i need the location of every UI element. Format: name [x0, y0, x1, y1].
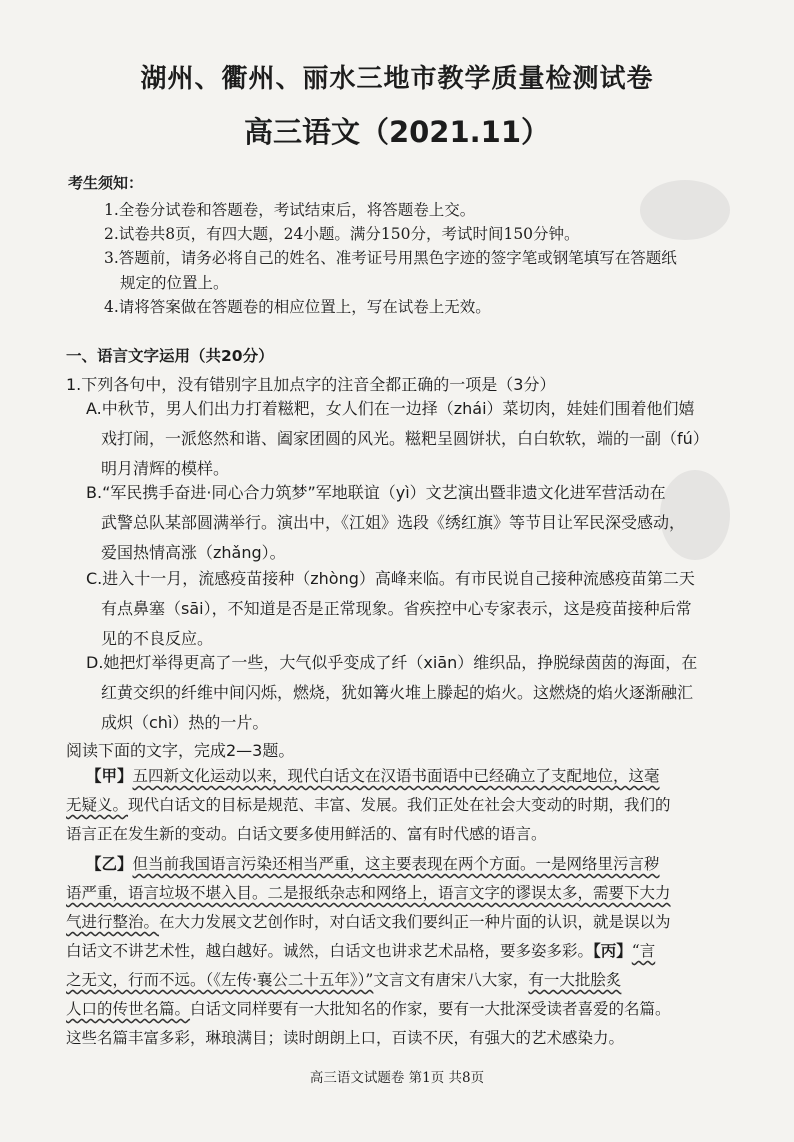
marker-yi: 【乙】	[86, 855, 133, 873]
page-footer: 高三语文试题卷 第1页 共8页	[309, 1070, 485, 1086]
underlined-text: 语严重，语言垃圾不堪入目。二是报纸杂志和网络上，语言文字的谬误太多，需要下大力	[66, 884, 671, 902]
option-line: 成炽（chì）热的一片。	[101, 713, 269, 732]
option-d	[86, 648, 756, 738]
passage-paragraph-jia	[66, 762, 756, 849]
underlined-text: 有一大批脍炙	[528, 971, 622, 989]
option-line: 红黄交织的纤维中间闪烁，燃烧，犹如篝火堆上滕起的焰火。这燃烧的焰火逐渐融汇	[101, 683, 694, 702]
underlined-text: “言	[631, 942, 656, 960]
notice-item: 1.全卷分试卷和答题卷，考试结束后，将答题卷上交。	[104, 201, 476, 219]
exam-subtitle: 高三语文（2021.11）	[243, 115, 551, 149]
passage-text: 白话文不讲艺术性，越白越好。诚然，白话文也讲求艺术品格，要多姿多彩。	[66, 942, 594, 960]
option-a	[86, 394, 756, 484]
passage-text: 在大力发展文艺创作时，对白话文我们要纠正一种片面的认识，就是误以为	[159, 913, 671, 931]
underlined-text: 无疑义。	[66, 796, 129, 814]
notice-item: 3.答题前，请务必将自己的姓名、准考证号用黑色字迹的签字笔或钢笔填写在答题纸	[104, 249, 677, 267]
option-line: 爱国热情高涨（zhǎng）。	[101, 543, 286, 562]
passage-text: 语言正在发生新的变动。白话文要多使用鲜活的、富有时代感的语言。	[66, 825, 547, 843]
option-line: 见的不良反应。	[101, 629, 214, 648]
underlined-text: 气进行整治。	[66, 913, 160, 931]
option-line: 武警总队某部圆满举行。演出中，《江姐》选段《绣红旗》等节目让军民深受感动，	[101, 513, 686, 532]
marker-jia: 【甲】	[86, 767, 133, 785]
option-line: C.进入十一月，流感疫苗接种（zhòng）高峰来临。有市民说自己接种流感疫苗第二天	[86, 569, 695, 588]
notice-item: 2.试卷共8页，有四大题，24小题。满分150分，考试时间150分钟。	[104, 225, 580, 243]
notice-item: 4.请将答案做在答题卷的相应位置上，写在试卷上无效。	[104, 298, 491, 316]
option-line: B.“军民携手奋进·同心合力筑梦”军地联谊（yì）文艺演出暨非遗文化进军营活动在	[86, 483, 666, 502]
passage-text: 现代白话文的目标是规范、丰富、发展。我们正处在社会大变动的时期，我们的	[128, 796, 671, 814]
option-line: 有点鼻塞（sāi），不知道是否是正常现象。省疾控中心专家表示，这是疫苗接种后常	[101, 599, 692, 618]
question-stem: 1.下列各句中，没有错别字且加点字的注音全都正确的一项是（3分）	[66, 375, 556, 394]
passage-text: 这些名篇丰富多彩，琳琅满目；读时朗朗上口，百读不厌，有强大的艺术感染力。	[66, 1029, 625, 1047]
underlined-text: 五四新文化运动以来，现代白话文在汉语书面语中已经确立了支配地位，这毫	[132, 767, 660, 785]
underlined-text: 人口的传世名篇。	[66, 1000, 191, 1018]
option-line: A.中秋节，男人们出力打着糍粑，女人们在一边择（zhái）菜切肉，娃娃们围着他们嬉	[86, 399, 695, 418]
underlined-text: 之无文，行而不远。（《左传·襄公二十五年》）”	[66, 971, 374, 989]
section-heading: 一、语言文字运用（共20分）	[66, 347, 274, 365]
option-line: D.她把灯举得更高了一些，大气似乎变成了纤（xiān）维织品，挣脱绿茵茵的海面，在	[86, 653, 698, 672]
passage-paragraph-yi	[66, 850, 756, 1053]
marker-bing: 【丙】	[593, 942, 632, 960]
notice-item-continued: 规定的位置上。	[120, 274, 229, 292]
option-line: 明月清辉的模样。	[101, 459, 230, 478]
option-line: 戏打闹，一派悠然和谐、阖家团圆的风光。糍粑呈圆饼状，白白软软，端的一副（fú）	[101, 429, 709, 448]
option-b	[86, 478, 756, 568]
option-c	[86, 564, 756, 654]
reading-intro: 阅读下面的文字，完成2—3题。	[66, 741, 295, 760]
passage-text: 白话文同样要有一大批知名的作家，要有一大批深受读者喜爱的名篇。	[190, 1000, 671, 1018]
exam-title: 湖州、衢州、丽水三地市教学质量检测试卷	[140, 64, 654, 94]
underlined-text: 但当前我国语言污染还相当严重，这主要表现在两个方面。一是网络里污言秽	[132, 855, 660, 873]
scan-smudge	[640, 180, 730, 240]
passage-text: 文言文有唐宋八大家，	[373, 971, 529, 989]
notice-heading: 考生须知：	[68, 174, 144, 192]
